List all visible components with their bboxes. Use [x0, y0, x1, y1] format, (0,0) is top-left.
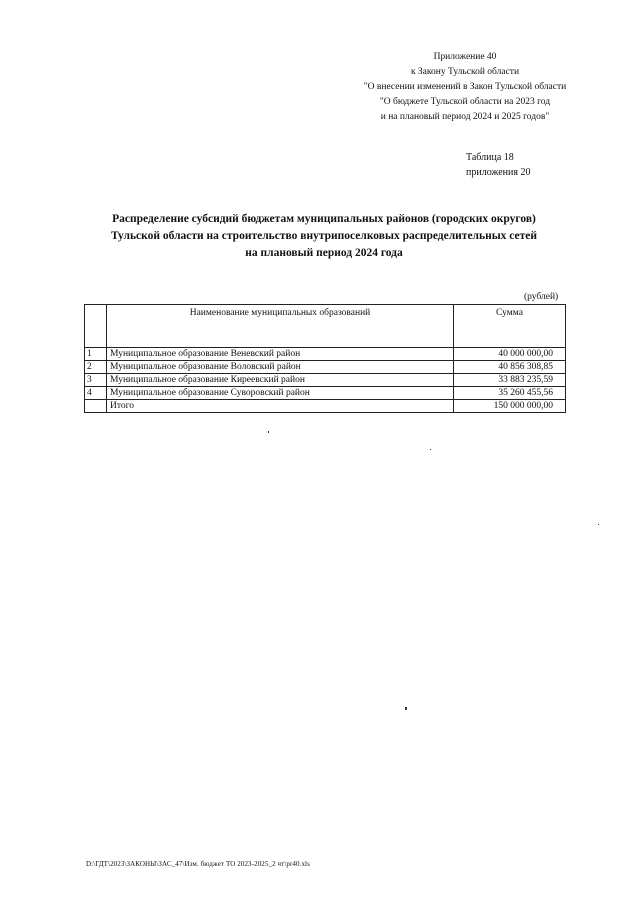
row-number: 3	[85, 374, 107, 387]
table-header-row	[85, 305, 566, 348]
table-row	[85, 374, 566, 387]
appendix-line: "О бюджете Тульской области на 2023 год	[379, 97, 551, 107]
row-name: Муниципальное образование Суворовский район	[107, 387, 454, 400]
total-row	[85, 400, 566, 413]
row-name: Муниципальное образование Воловский район	[107, 361, 454, 374]
row-sum: 33 883 235,59	[454, 374, 566, 387]
title-line: на плановый период 2024 года	[245, 247, 403, 259]
title-line: Тульской области на строительство внутрипоселковых распределительных сетей	[110, 230, 538, 242]
row-name: Муниципальное образование Киреевский район	[107, 374, 454, 387]
appendix-line: и на плановый период 2024 и 2025 годов"	[380, 112, 550, 122]
header-name: Наименование муниципальных образований	[107, 305, 454, 348]
header-sum: Сумма	[454, 305, 566, 348]
row-sum: 40 856 308,85	[454, 361, 566, 374]
scan-speck	[268, 431, 269, 433]
total-number	[85, 400, 107, 413]
scan-speck	[430, 449, 431, 450]
row-number: 1	[85, 348, 107, 361]
file-path-footer: D:\ГДТ\2023\ЗАКОНЫ\ЗАС_47\Изм. бюджет ТО 2023-2025_2 чт\pr40.xls	[86, 860, 310, 868]
scan-speck	[598, 524, 599, 525]
table-reference	[466, 150, 530, 180]
scan-speck	[405, 707, 407, 710]
appendix-header	[340, 50, 590, 125]
table-ref-line: приложения 20	[466, 167, 531, 178]
title-line: Распределение субсидий бюджетам муниципальных районов (городских округов)	[112, 213, 536, 225]
table-row	[85, 348, 566, 361]
total-sum: 150 000 000,00	[454, 400, 566, 413]
total-label: Итого	[107, 400, 454, 413]
table-row	[85, 361, 566, 374]
distribution-table	[84, 304, 566, 413]
appendix-line: к Закону Тульской области	[410, 67, 520, 77]
table-ref-line: Таблица 18	[466, 152, 514, 163]
row-number: 2	[85, 361, 107, 374]
row-sum: 40 000 000,00	[454, 348, 566, 361]
document-title	[70, 211, 578, 262]
appendix-line: "О внесении изменений в Закон Тульской области	[363, 82, 567, 92]
row-name: Муниципальное образование Веневский район	[107, 348, 454, 361]
header-number	[85, 305, 107, 348]
appendix-line: Приложение 40	[433, 52, 497, 62]
row-number: 4	[85, 387, 107, 400]
table-row	[85, 387, 566, 400]
row-sum: 35 260 455,56	[454, 387, 566, 400]
units-label: (рублей)	[524, 292, 559, 302]
